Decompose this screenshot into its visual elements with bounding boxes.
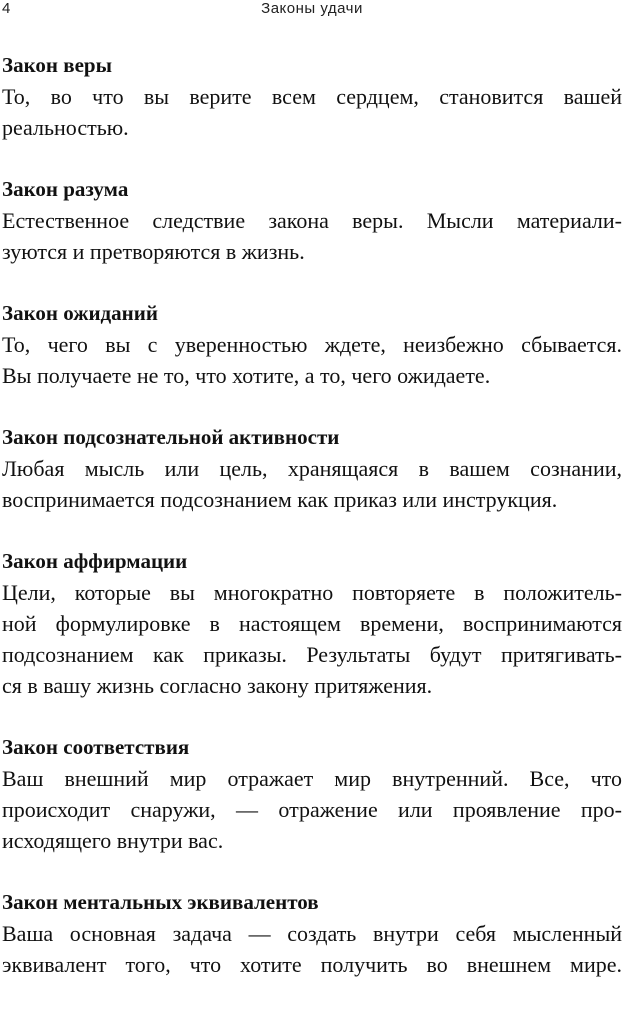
body-line: реальностью. bbox=[2, 115, 129, 140]
law-section bbox=[2, 422, 622, 515]
body-line: Ваш внешний мир отражает мир внутренний. Все, что bbox=[2, 766, 622, 791]
body-line: Ваша основная задача — создать внутри себя мысленный bbox=[2, 921, 622, 946]
body-line: ной формулировке в настоящем времени, воспринимаются bbox=[2, 611, 622, 636]
body-line: эквивалент того, что хотите получить во внешнем мире. bbox=[2, 952, 622, 977]
law-title: Закон соответствия bbox=[2, 735, 190, 759]
law-section bbox=[2, 546, 622, 701]
body-line: воспринимается подсознанием как приказ или инструкция. bbox=[2, 487, 558, 512]
body-line: Естественное следствие закона веры. Мысли материали- bbox=[2, 208, 622, 233]
law-section bbox=[2, 887, 622, 980]
body-line: происходит снаружи, — отражение или проявление про- bbox=[2, 797, 622, 822]
running-head bbox=[0, 0, 624, 22]
law-section bbox=[2, 298, 622, 391]
law-title: Закон ожиданий bbox=[2, 301, 158, 325]
body-line: То, во что вы верите всем сердцем, становится вашей bbox=[2, 84, 622, 109]
body-line: Вы получаете не то, что хотите, а то, чего ожидаете. bbox=[2, 363, 491, 388]
law-title: Закон ментальных эквивалентов bbox=[2, 890, 319, 914]
body-line: Любая мысль или цель, хранящаяся в вашем сознании, bbox=[2, 456, 622, 481]
law-section bbox=[2, 50, 622, 143]
law-section bbox=[2, 174, 622, 267]
page-content bbox=[2, 50, 622, 1011]
body-line: подсознанием как приказы. Результаты будут притягивать- bbox=[2, 642, 622, 667]
body-line: ся в вашу жизнь согласно закону притяжения. bbox=[2, 673, 433, 698]
body-line: зуются и претворяются в жизнь. bbox=[2, 239, 305, 264]
page-number: 4 bbox=[2, 0, 11, 17]
law-title: Закон аффирмации bbox=[2, 549, 188, 573]
body-line: То, чего вы с уверенностью ждете, неизбежно сбывается. bbox=[2, 332, 622, 357]
law-title: Закон разума bbox=[2, 177, 129, 201]
body-line: Цели, которые вы многократно повторяете в положитель- bbox=[2, 580, 622, 605]
law-title: Закон веры bbox=[2, 53, 112, 77]
running-title: Законы удачи bbox=[261, 0, 363, 17]
body-line: исходящего внутри вас. bbox=[2, 828, 224, 853]
law-section bbox=[2, 732, 622, 856]
law-title: Закон подсознательной активности bbox=[2, 425, 340, 449]
